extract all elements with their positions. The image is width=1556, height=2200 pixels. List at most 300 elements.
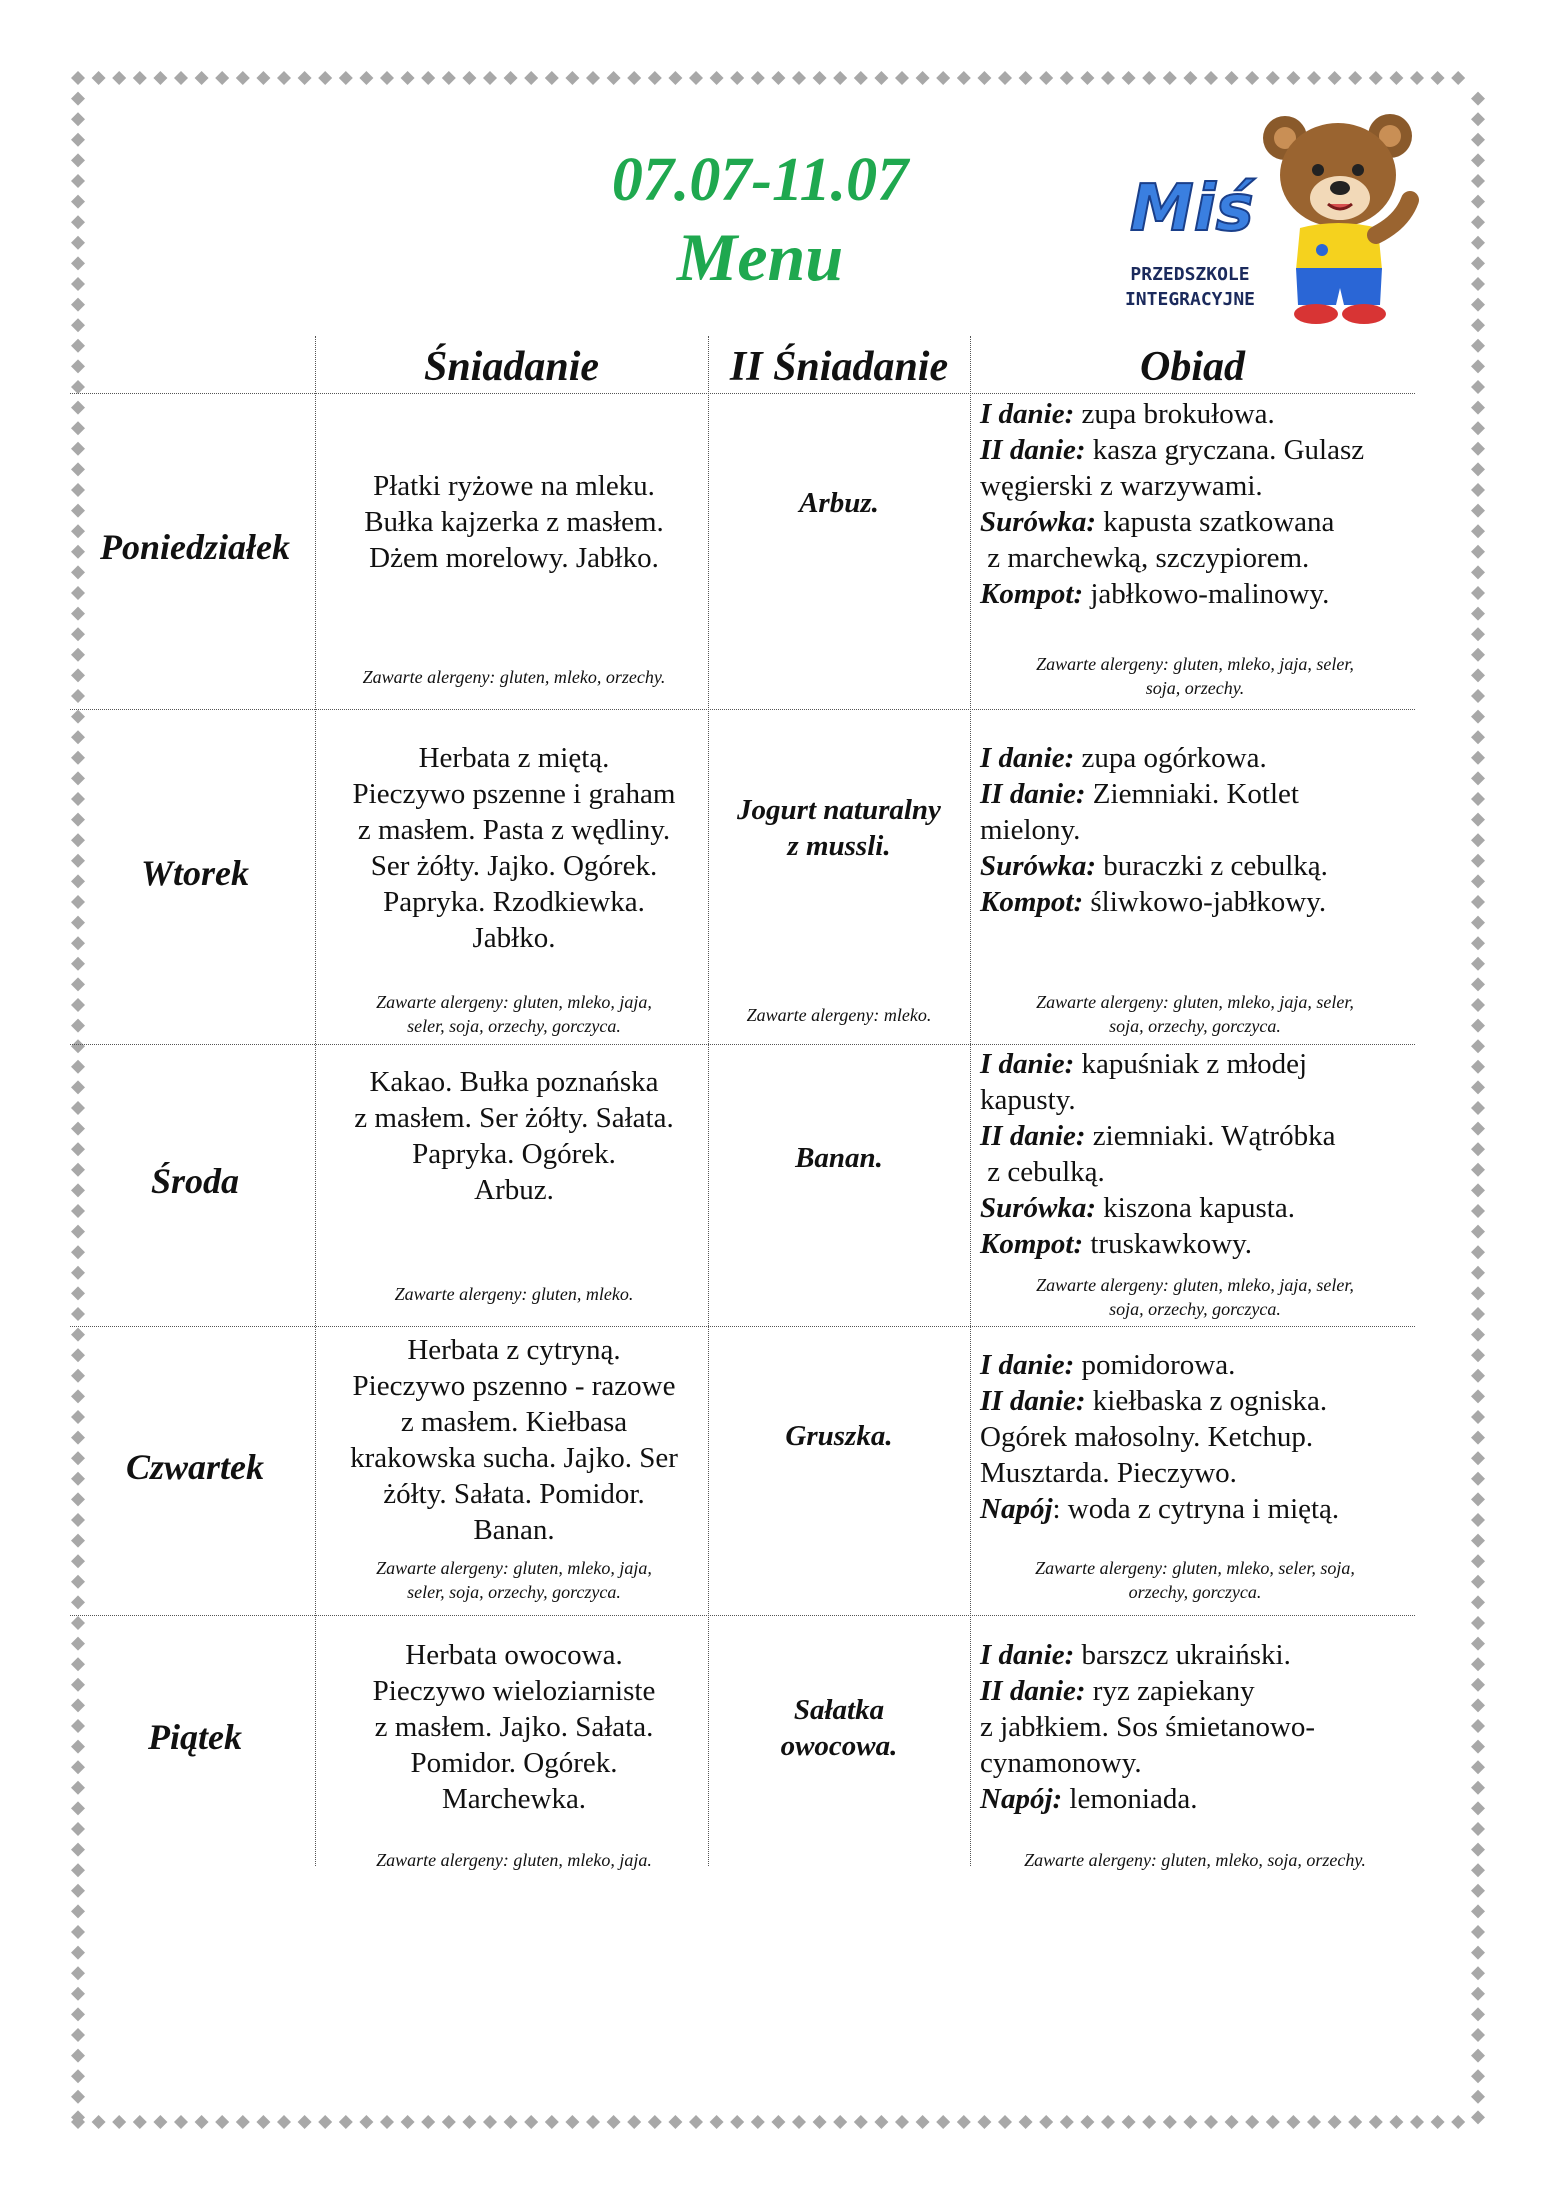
second-breakfast-allergens (708, 1003, 970, 1027)
dinner-label: I danie: (980, 1048, 1075, 1080)
dinner-text: ziemniaki. Wątróbka (1085, 1120, 1336, 1152)
border-diamond (1471, 607, 1485, 621)
border-diamond (895, 71, 909, 85)
border-diamond (298, 71, 312, 85)
second-breakfast-cell (708, 485, 970, 521)
dinner-text: z marchewką, szczypiorem. (980, 542, 1310, 574)
border-diamond (1471, 936, 1485, 950)
dinner-line (980, 1491, 1420, 1527)
dinner-line (980, 812, 1420, 848)
dinner-cell (980, 1046, 1420, 1262)
text-line: krakowska sucha. Jajko. Ser (350, 1442, 678, 1474)
border-diamond (1471, 977, 1485, 991)
dinner-line (980, 1745, 1420, 1781)
border-diamond (1431, 2115, 1445, 2129)
text-line: owocowa. (780, 1730, 898, 1762)
border-diamond (771, 71, 785, 85)
border-diamond (1471, 916, 1485, 930)
border-diamond (71, 2007, 85, 2021)
border-diamond (71, 483, 85, 497)
border-diamond (1080, 2115, 1094, 2129)
dinner-allergens (975, 652, 1415, 700)
border-diamond (668, 2115, 682, 2129)
text-line: z masłem. Kiełbasa (400, 1406, 628, 1438)
border-diamond (71, 1039, 85, 1053)
border-diamond (1101, 71, 1115, 85)
border-diamond (1471, 462, 1485, 476)
border-diamond (277, 2115, 291, 2129)
text-line: Pomidor. Ogórek. (410, 1747, 618, 1779)
border-diamond (1389, 71, 1403, 85)
border-diamond (112, 71, 126, 85)
border-diamond (71, 1801, 85, 1815)
border-diamond (71, 298, 85, 312)
dinner-cell (980, 1347, 1420, 1527)
border-diamond (730, 71, 744, 85)
border-diamond (1122, 2115, 1136, 2129)
border-diamond (1471, 401, 1485, 415)
border-diamond (1471, 1492, 1485, 1506)
border-diamond (1328, 2115, 1342, 2129)
dinner-label: Kompot: (980, 886, 1084, 918)
border-diamond (1471, 2007, 1485, 2021)
border-diamond (1266, 71, 1280, 85)
border-diamond (1286, 71, 1300, 85)
dinner-line (980, 1383, 1420, 1419)
border-diamond (462, 71, 476, 85)
border-diamond (71, 133, 85, 147)
border-diamond (71, 1657, 85, 1671)
text-line: Zawarte alergeny: gluten, mleko, jaja, seler, (1036, 654, 1354, 674)
border-diamond (1471, 1678, 1485, 1692)
breakfast-allergens (320, 1282, 708, 1306)
dinner-label: Surówka: (980, 850, 1097, 882)
border-diamond (957, 71, 971, 85)
border-diamond (1471, 153, 1485, 167)
border-diamond (874, 71, 888, 85)
border-diamond (1471, 2049, 1485, 2063)
border-diamond (71, 1122, 85, 1136)
logo-line2: INTEGRACYJNE (1124, 289, 1256, 310)
border-diamond (71, 771, 85, 785)
border-diamond (133, 71, 147, 85)
border-diamond (1369, 71, 1383, 85)
border-diamond (1431, 71, 1445, 85)
dinner-label: I danie: (980, 1349, 1075, 1381)
border-diamond (977, 71, 991, 85)
border-diamond (648, 2115, 662, 2129)
border-diamond (627, 2115, 641, 2129)
breakfast-allergens (320, 1848, 708, 1872)
border-diamond (1266, 2115, 1280, 2129)
text-line: Płatki ryżowe na mleku. (373, 470, 655, 502)
border-diamond (483, 2115, 497, 2129)
border-diamond (1471, 442, 1485, 456)
text-line: Herbata owocowa. (405, 1639, 623, 1671)
border-diamond (1410, 2115, 1424, 2129)
dinner-text: jabłkowo-malinowy. (1083, 578, 1330, 610)
border-diamond (1471, 1410, 1485, 1424)
border-diamond (689, 71, 703, 85)
border-diamond (71, 1884, 85, 1898)
border-diamond (71, 1225, 85, 1239)
border-diamond (607, 71, 621, 85)
border-diamond (1471, 1616, 1485, 1630)
border-diamond (174, 2115, 188, 2129)
border-diamond (813, 71, 827, 85)
border-diamond (71, 2090, 85, 2104)
border-diamond (1471, 565, 1485, 579)
text-line: Gruszka. (785, 1420, 893, 1452)
border-diamond (71, 174, 85, 188)
dinner-label: I danie: (980, 742, 1075, 774)
day-name: Piątek (148, 1717, 242, 1757)
border-diamond (71, 71, 85, 85)
border-diamond (710, 71, 724, 85)
border-diamond (1471, 2110, 1485, 2124)
dinner-line (980, 1154, 1420, 1190)
border-diamond (936, 71, 950, 85)
border-diamond (730, 2115, 744, 2129)
border-diamond (71, 998, 85, 1012)
border-diamond (1245, 71, 1259, 85)
border-diamond (751, 71, 765, 85)
dinner-line (980, 1118, 1420, 1154)
border-diamond (1163, 71, 1177, 85)
border-diamond (1307, 2115, 1321, 2129)
dinner-text: pomidorowa. (1074, 1349, 1236, 1381)
dinner-line (980, 504, 1420, 540)
text-line: Zawarte alergeny: gluten, mleko, soja, orzechy. (1024, 1850, 1366, 1870)
border-diamond (256, 2115, 270, 2129)
border-diamond (71, 1080, 85, 1094)
border-diamond (916, 71, 930, 85)
border-diamond (1471, 483, 1485, 497)
border-diamond (112, 2115, 126, 2129)
dinner-cell (980, 1637, 1420, 1817)
border-diamond (1471, 133, 1485, 147)
border-diamond (71, 1904, 85, 1918)
dinner-text: : woda z cytryna i miętą. (1052, 1493, 1340, 1525)
border-diamond (71, 112, 85, 126)
text-line: Sałatka (793, 1694, 885, 1726)
border-diamond (71, 1760, 85, 1774)
border-diamond (1471, 854, 1485, 868)
border-diamond (71, 607, 85, 621)
border-diamond (71, 462, 85, 476)
border-diamond (1019, 71, 1033, 85)
dinner-label: Kompot: (980, 1228, 1084, 1260)
border-diamond (71, 1204, 85, 1218)
border-diamond (1471, 2028, 1485, 2042)
border-diamond (71, 1678, 85, 1692)
border-diamond (71, 813, 85, 827)
border-diamond (71, 977, 85, 991)
border-diamond (442, 71, 456, 85)
day-name: Czwartek (125, 1446, 265, 1487)
border-diamond (71, 2069, 85, 2083)
border-diamond (1039, 2115, 1053, 2129)
breakfast-cell (320, 1064, 708, 1208)
border-diamond (1471, 1760, 1485, 1774)
column-header-second-breakfast: II Śniadanie (729, 344, 949, 390)
border-diamond (627, 71, 641, 85)
border-diamond (1471, 957, 1485, 971)
dinner-cell (980, 396, 1420, 612)
dinner-line (980, 396, 1420, 432)
dinner-allergens (975, 1848, 1415, 1872)
border-diamond (854, 2115, 868, 2129)
border-diamond (1471, 524, 1485, 538)
border-diamond (71, 668, 85, 682)
border-diamond (689, 2115, 703, 2129)
day-name: Środa (150, 1161, 240, 1201)
dinner-line (980, 776, 1420, 812)
border-diamond (71, 1431, 85, 1445)
border-diamond (1471, 174, 1485, 188)
dinner-line (980, 884, 1420, 920)
column-header-dinner: Obiad (1140, 344, 1245, 390)
dinner-line (980, 432, 1420, 468)
border-diamond (71, 215, 85, 229)
border-diamond (895, 2115, 909, 2129)
border-diamond (71, 2049, 85, 2063)
border-diamond (1471, 1328, 1485, 1342)
breakfast-cell (320, 1637, 708, 1817)
text-line: Arbuz. (474, 1174, 554, 1206)
border-diamond (1245, 2115, 1259, 2129)
border-diamond (1471, 627, 1485, 641)
border-diamond (504, 2115, 518, 2129)
border-diamond (1369, 2115, 1383, 2129)
border-diamond (1471, 1183, 1485, 1197)
border-diamond (71, 380, 85, 394)
border-diamond (71, 1698, 85, 1712)
border-diamond (71, 1554, 85, 1568)
border-diamond (1471, 1801, 1485, 1815)
border-diamond (1122, 71, 1136, 85)
second-breakfast-cell (708, 1418, 970, 1454)
text-line: soja, orzechy, gorczyca. (1109, 1016, 1281, 1036)
text-line: Ser żółty. Jajko. Ogórek. (370, 850, 658, 882)
border-diamond (71, 1987, 85, 2001)
text-line: Marchewka. (441, 1783, 587, 1815)
border-diamond (1471, 771, 1485, 785)
text-line: Banan. (473, 1514, 555, 1546)
dinner-text: kiełbaska z ogniska. (1085, 1385, 1328, 1417)
breakfast-cell (320, 1332, 708, 1548)
text-line: z masłem. Jajko. Sałata. (374, 1711, 654, 1743)
border-diamond (1183, 71, 1197, 85)
border-diamond (1471, 339, 1485, 353)
border-diamond (1471, 545, 1485, 559)
border-diamond (462, 2115, 476, 2129)
border-diamond (215, 71, 229, 85)
text-line: Papryka. Ogórek. (412, 1138, 616, 1170)
border-diamond (1471, 813, 1485, 827)
border-diamond (71, 92, 85, 106)
dinner-text: kapuśniak z młodej (1074, 1048, 1308, 1080)
border-diamond (1471, 318, 1485, 332)
border-diamond (71, 1925, 85, 1939)
border-diamond (1471, 1204, 1485, 1218)
border-diamond (1471, 689, 1485, 703)
border-diamond (71, 1946, 85, 1960)
border-diamond (998, 2115, 1012, 2129)
border-diamond (174, 71, 188, 85)
breakfast-cell (320, 468, 708, 576)
dinner-label: I danie: (980, 1639, 1075, 1671)
border-diamond (421, 2115, 435, 2129)
border-diamond (71, 1492, 85, 1506)
border-diamond (71, 710, 85, 724)
border-diamond (401, 2115, 415, 2129)
dinner-line (980, 848, 1420, 884)
border-diamond (71, 1616, 85, 1630)
text-line: Banan. (795, 1142, 883, 1174)
border-diamond (1471, 895, 1485, 909)
border-diamond (1471, 730, 1485, 744)
border-diamond (1142, 71, 1156, 85)
border-diamond (71, 1307, 85, 1321)
border-diamond (71, 442, 85, 456)
breakfast-allergens (320, 1556, 708, 1604)
border-diamond (1471, 1286, 1485, 1300)
dinner-label: Kompot: (980, 578, 1084, 610)
border-diamond (1471, 1101, 1485, 1115)
dinner-text: z jabłkiem. Sos śmietanowo- (980, 1711, 1316, 1743)
border-diamond (1471, 1225, 1485, 1239)
border-diamond (957, 2115, 971, 2129)
dinner-label: II danie: (980, 778, 1086, 810)
border-diamond (298, 2115, 312, 2129)
border-diamond (607, 2115, 621, 2129)
dinner-line (980, 1190, 1420, 1226)
border-diamond (1471, 1245, 1485, 1259)
border-diamond (71, 1637, 85, 1651)
border-diamond (1471, 1122, 1485, 1136)
logo (1090, 100, 1420, 330)
border-diamond (1101, 2115, 1115, 2129)
second-breakfast-cell (708, 792, 970, 864)
dinner-label: Napój (980, 1493, 1053, 1525)
border-diamond (1451, 2115, 1465, 2129)
border-diamond (359, 71, 373, 85)
border-diamond (1471, 1019, 1485, 1033)
border-diamond (1080, 71, 1094, 85)
border-diamond (833, 2115, 847, 2129)
dinner-line (980, 1781, 1420, 1817)
text-line: z masłem. Pasta z wędliny. (357, 814, 671, 846)
dinner-cell (980, 740, 1420, 920)
border-diamond (71, 957, 85, 971)
border-diamond (1471, 1142, 1485, 1156)
border-diamond (71, 1060, 85, 1074)
breakfast-allergens (320, 665, 708, 689)
day-name: Wtorek (141, 852, 249, 893)
border-diamond (1471, 1987, 1485, 2001)
dinner-text: ryz zapiekany (1085, 1675, 1255, 1707)
text-line: Zawarte alergeny: gluten, mleko, jaja, seler, (1036, 992, 1354, 1012)
border-diamond (401, 71, 415, 85)
border-diamond (1471, 277, 1485, 291)
text-line: soja, orzechy. (1145, 678, 1245, 698)
border-diamond (71, 627, 85, 641)
border-diamond (318, 2115, 332, 2129)
border-diamond (1471, 710, 1485, 724)
border-diamond (1163, 2115, 1177, 2129)
border-diamond (545, 71, 559, 85)
border-diamond (71, 421, 85, 435)
text-line: Dżem morelowy. Jabłko. (369, 542, 659, 574)
border-diamond (1471, 1039, 1485, 1053)
text-line: Pieczywo pszenne i graham (352, 778, 676, 810)
border-diamond (71, 153, 85, 167)
border-diamond (318, 71, 332, 85)
border-diamond (71, 195, 85, 209)
dinner-label: Napój: (980, 1783, 1063, 1815)
border-diamond (771, 2115, 785, 2129)
text-line: żółty. Sałata. Pomidor. (383, 1478, 645, 1510)
border-diamond (1471, 792, 1485, 806)
border-diamond (1471, 1863, 1485, 1877)
border-diamond (586, 2115, 600, 2129)
border-diamond (1471, 1740, 1485, 1754)
border-diamond (1019, 2115, 1033, 2129)
border-diamond (71, 1575, 85, 1589)
dinner-text: buraczki z cebulką. (1096, 850, 1328, 882)
text-line: Arbuz. (799, 487, 879, 519)
text-line: Herbata z cytryną. (407, 1334, 621, 1366)
border-diamond (1471, 112, 1485, 126)
border-diamond (1471, 833, 1485, 847)
border-diamond (71, 401, 85, 415)
border-diamond (195, 2115, 209, 2129)
dinner-line (980, 1082, 1420, 1118)
border-diamond (1471, 1637, 1485, 1651)
border-diamond (71, 648, 85, 662)
border-diamond (1471, 1843, 1485, 1857)
border-diamond (71, 689, 85, 703)
border-diamond (71, 586, 85, 600)
border-diamond (1471, 1698, 1485, 1712)
border-diamond (668, 71, 682, 85)
dinner-line (980, 1347, 1420, 1383)
border-diamond (1225, 71, 1239, 85)
border-diamond (1471, 1904, 1485, 1918)
text-line: Kakao. Bułka poznańska (369, 1066, 659, 1098)
dinner-label: Surówka: (980, 1192, 1097, 1224)
dinner-text: kapusty. (980, 1084, 1076, 1116)
text-line: Zawarte alergeny: gluten, mleko, orzechy. (362, 667, 666, 687)
border-diamond (936, 2115, 950, 2129)
border-diamond (1471, 1925, 1485, 1939)
border-diamond (71, 359, 85, 373)
border-diamond (380, 2115, 394, 2129)
border-diamond (256, 71, 270, 85)
border-diamond (71, 1863, 85, 1877)
border-diamond (1328, 71, 1342, 85)
text-line: z masłem. Ser żółty. Sałata. (354, 1102, 674, 1134)
date-range: 07.07-11.07 (611, 146, 909, 214)
border-diamond (71, 1822, 85, 1836)
border-diamond (1204, 2115, 1218, 2129)
day-name: Poniedziałek (100, 527, 290, 567)
border-diamond (71, 1781, 85, 1795)
border-diamond (1471, 1719, 1485, 1733)
border-diamond (92, 71, 106, 85)
text-line: Zawarte alergeny: gluten, mleko, jaja, seler, (1036, 1275, 1354, 1295)
